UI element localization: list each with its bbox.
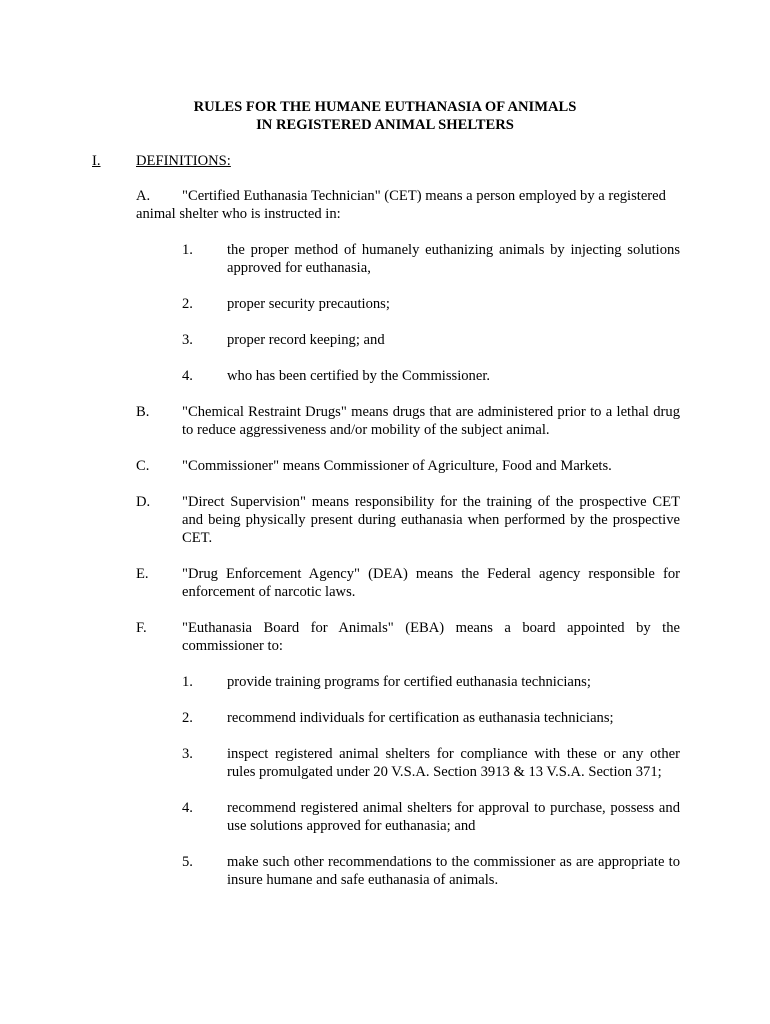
definition-a-item-1-text: the proper method of humanely euthanizing animals by injecting solutions approved for euthanasia, [227,242,680,276]
definition-a-item-4-text: who has been certified by the Commissioner. [227,368,491,384]
definition-a-item-3-number: 3. [182,332,193,348]
definition-d-label: D. [136,494,151,510]
definition-f-item-3-number: 3. [182,746,193,762]
definition-a-line-1: "Certified Euthanasia Technician" (CET) means a person employed by a registered [182,188,666,204]
definition-a-item-3-text: proper record keeping; and [227,332,385,348]
definition-f-item-2-number: 2. [182,710,193,726]
definition-b-text: "Chemical Restraint Drugs" means drugs that are administered prior to a lethal drug to reduce aggressiveness and/or mobility of the subject animal. [182,404,680,438]
definition-d-text: "Direct Supervision" means responsibility for the training of the prospective CET and being physically present during euthanasia when performed by the prospective CET. [182,494,680,546]
definition-a-line-2: animal shelter who is instructed in: [136,206,341,222]
definition-b-label: B. [136,404,150,420]
definition-a-item-2-text: proper security precautions; [227,296,390,312]
document-title-line-2: IN REGISTERED ANIMAL SHELTERS [256,117,514,133]
definition-f-label: F. [136,620,147,636]
definition-a-item-4-number: 4. [182,368,193,384]
definition-f-item-1-text: provide training programs for certified euthanasia technicians; [227,674,591,690]
section-number: I. [92,153,101,169]
section-heading: DEFINITIONS: [136,153,231,169]
definition-a-item-2-number: 2. [182,296,193,312]
definition-c-text: "Commissioner" means Commissioner of Agriculture, Food and Markets. [182,458,612,474]
definition-a-label: A. [136,188,151,204]
definition-e-label: E. [136,566,149,582]
definition-a-item-1-number: 1. [182,242,193,258]
definition-f-text: "Euthanasia Board for Animals" (EBA) means a board appointed by the commissioner to: [182,620,680,654]
definition-f-item-4-number: 4. [182,800,193,816]
definition-e-text: "Drug Enforcement Agency" (DEA) means the Federal agency responsible for enforcement of narcotic laws. [182,566,680,600]
definition-f-item-5-text: make such other recommendations to the commissioner as are appropriate to insure humane and safe euthanasia of animals. [227,854,680,888]
definition-f-item-2-text: recommend individuals for certification as euthanasia technicians; [227,710,614,726]
definition-f-item-1-number: 1. [182,674,193,690]
definition-f-item-3-text: inspect registered animal shelters for compliance with these or any other rules promulgated under 20 V.S.A. Section 3913 & 13 V.S.A. Section 371; [227,746,680,780]
definition-c-label: C. [136,458,150,474]
definition-f-item-5-number: 5. [182,854,193,870]
definition-f-item-4-text: recommend registered animal shelters for approval to purchase, possess and use solutions approved for euthanasia; and [227,800,680,834]
document-title-line-1: RULES FOR THE HUMANE EUTHANASIA OF ANIMALS [193,99,577,115]
